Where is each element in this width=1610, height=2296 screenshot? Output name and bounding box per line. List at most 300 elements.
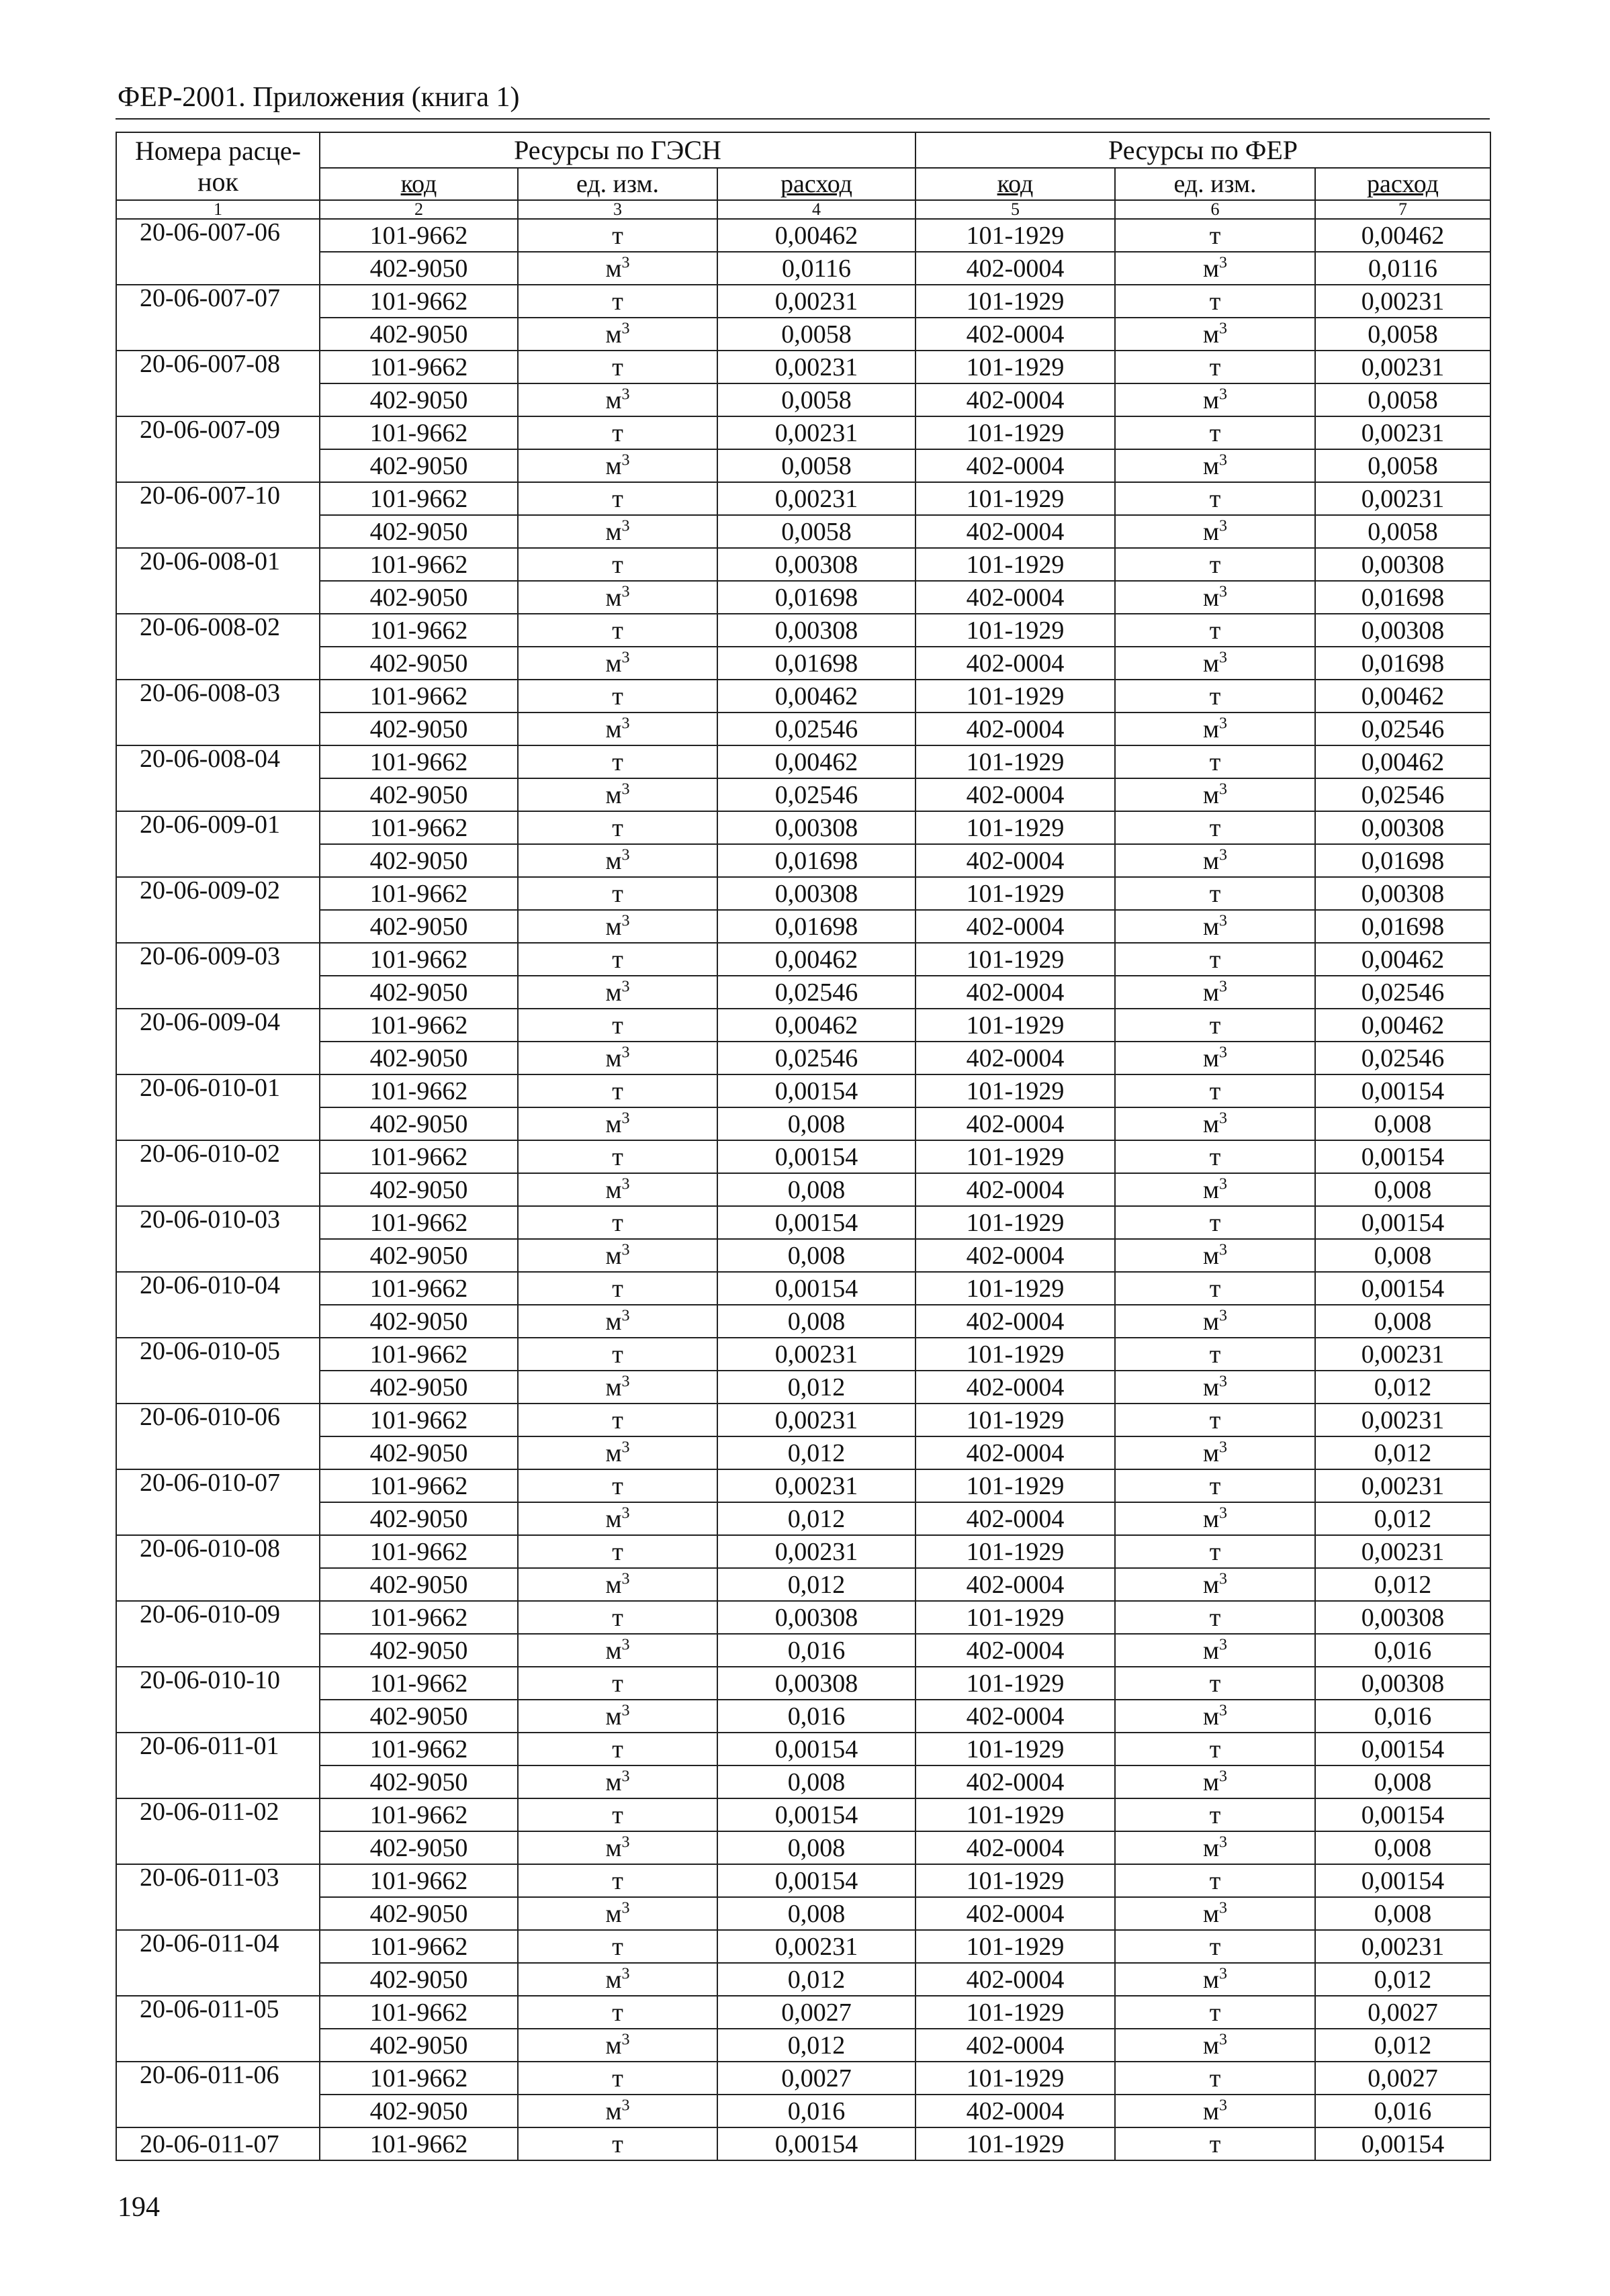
rate-number-blank bbox=[116, 1700, 320, 1733]
gesn-code: 101-9662 bbox=[320, 614, 518, 647]
gesn-unit: т bbox=[518, 1009, 717, 1042]
table-row bbox=[116, 1272, 1490, 1305]
fer-consumption: 0,0058 bbox=[1315, 515, 1490, 548]
gesn-unit bbox=[518, 1042, 717, 1074]
gesn-code: 402-9050 bbox=[320, 383, 518, 416]
rate-number: 20-06-010-03 bbox=[116, 1206, 320, 1239]
unit-base: м bbox=[605, 320, 622, 349]
unit-base: м bbox=[1202, 583, 1220, 612]
fer-consumption: 0,00154 bbox=[1315, 1206, 1490, 1239]
table-row bbox=[116, 1239, 1490, 1272]
fer-consumption: 0,0058 bbox=[1315, 318, 1490, 351]
table-row bbox=[116, 2062, 1490, 2095]
rate-number-blank bbox=[116, 1897, 320, 1930]
unit-base: м bbox=[605, 1899, 622, 1928]
table-row bbox=[116, 416, 1490, 449]
fer-code: 402-0004 bbox=[915, 1107, 1115, 1140]
unit-base: м bbox=[605, 1833, 622, 1862]
fer-code: 101-1929 bbox=[915, 219, 1115, 252]
fer-unit bbox=[1115, 647, 1315, 680]
rates-header-line1: Номера расце- bbox=[135, 135, 301, 166]
gesn-code: 402-9050 bbox=[320, 1700, 518, 1733]
unit-exponent: 3 bbox=[1219, 451, 1228, 469]
gesn-code: 101-9662 bbox=[320, 1272, 518, 1305]
fer-consumption: 0,012 bbox=[1315, 1436, 1490, 1469]
unit-base: м bbox=[1202, 1570, 1220, 1599]
unit-base: м bbox=[1202, 1702, 1220, 1731]
gesn-consumption: 0,012 bbox=[717, 1371, 915, 1404]
table-row bbox=[116, 811, 1490, 844]
fer-consumption: 0,012 bbox=[1315, 2029, 1490, 2062]
gesn-consumption: 0,00154 bbox=[717, 2127, 915, 2160]
fer-code: 402-0004 bbox=[915, 647, 1115, 680]
fer-consumption: 0,01698 bbox=[1315, 647, 1490, 680]
gesn-consumption: 0,00308 bbox=[717, 614, 915, 647]
gesn-unit bbox=[518, 1239, 717, 1272]
gesn-unit bbox=[518, 1963, 717, 1996]
gesn-code: 402-9050 bbox=[320, 1831, 518, 1864]
gesn-consumption: 0,00462 bbox=[717, 1009, 915, 1042]
fer-code: 402-0004 bbox=[915, 976, 1115, 1009]
gesn-code: 101-9662 bbox=[320, 1798, 518, 1831]
fer-code: 101-1929 bbox=[915, 2062, 1115, 2095]
table-row bbox=[116, 976, 1490, 1009]
gesn-code: 402-9050 bbox=[320, 910, 518, 943]
header-rule bbox=[116, 118, 1490, 120]
gesn-code: 101-9662 bbox=[320, 877, 518, 910]
table-row bbox=[116, 351, 1490, 383]
unit-base: м bbox=[1202, 1504, 1220, 1533]
fer-consumption: 0,00154 bbox=[1315, 1798, 1490, 1831]
gesn-group-header: Ресурсы по ГЭСН bbox=[320, 132, 915, 168]
rate-number: 20-06-007-08 bbox=[116, 351, 320, 383]
gesn-unit: т bbox=[518, 2062, 717, 2095]
unit-exponent: 3 bbox=[1219, 1043, 1228, 1061]
gesn-code: 101-9662 bbox=[320, 1733, 518, 1765]
gesn-consumption: 0,008 bbox=[717, 1897, 915, 1930]
unit-exponent: 3 bbox=[1219, 1767, 1228, 1785]
rate-number: 20-06-008-04 bbox=[116, 745, 320, 778]
gesn-consumption: 0,00154 bbox=[717, 1074, 915, 1107]
unit-exponent: 3 bbox=[1219, 1372, 1228, 1390]
table-body bbox=[116, 219, 1490, 2160]
fer-code: 101-1929 bbox=[915, 1733, 1115, 1765]
fer-code: 402-0004 bbox=[915, 581, 1115, 614]
rate-number: 20-06-011-04 bbox=[116, 1930, 320, 1963]
rate-number-blank bbox=[116, 1305, 320, 1338]
table-row bbox=[116, 1996, 1490, 2029]
gesn-unit: т bbox=[518, 877, 717, 910]
rate-number-blank bbox=[116, 1634, 320, 1667]
gesn-consumption: 0,00231 bbox=[717, 1469, 915, 1502]
fer-consumption: 0,02546 bbox=[1315, 1042, 1490, 1074]
fer-unit bbox=[1115, 1502, 1315, 1535]
gesn-consumption: 0,0058 bbox=[717, 383, 915, 416]
fer-consumption: 0,01698 bbox=[1315, 581, 1490, 614]
fer-unit bbox=[1115, 252, 1315, 285]
unit-base: м bbox=[1202, 2031, 1220, 2060]
gesn-unit: т bbox=[518, 614, 717, 647]
gesn-consumption: 0,012 bbox=[717, 1568, 915, 1601]
unit-exponent: 3 bbox=[1219, 714, 1228, 732]
gesn-code: 101-9662 bbox=[320, 745, 518, 778]
fer-code: 101-1929 bbox=[915, 1996, 1115, 2029]
unit-base: м bbox=[605, 912, 622, 941]
gesn-unit bbox=[518, 581, 717, 614]
table-row bbox=[116, 1733, 1490, 1765]
fer-code: 101-1929 bbox=[915, 1930, 1115, 1963]
fer-consumption: 0,00308 bbox=[1315, 1667, 1490, 1700]
fer-unit bbox=[1115, 449, 1315, 482]
unit-exponent: 3 bbox=[621, 977, 630, 995]
gesn-unit: т bbox=[518, 745, 717, 778]
gesn-consumption: 0,00462 bbox=[717, 745, 915, 778]
fer-consumption: 0,00231 bbox=[1315, 1930, 1490, 1963]
fer-code: 101-1929 bbox=[915, 680, 1115, 713]
gesn-unit: т bbox=[518, 811, 717, 844]
table-row bbox=[116, 1634, 1490, 1667]
gesn-code: 101-9662 bbox=[320, 548, 518, 581]
unit-exponent: 3 bbox=[621, 1109, 630, 1127]
table-row bbox=[116, 1897, 1490, 1930]
unit-base: м bbox=[605, 1504, 622, 1533]
fer-unit bbox=[1115, 1568, 1315, 1601]
gesn-consumption: 0,012 bbox=[717, 2029, 915, 2062]
gesn-code: 402-9050 bbox=[320, 976, 518, 1009]
fer-code: 402-0004 bbox=[915, 2095, 1115, 2127]
table-row bbox=[116, 647, 1490, 680]
unit-exponent: 3 bbox=[1219, 1175, 1228, 1193]
unit-exponent: 3 bbox=[1219, 385, 1228, 403]
fer-code: 402-0004 bbox=[915, 1634, 1115, 1667]
gesn-consumption: 0,0027 bbox=[717, 1996, 915, 2029]
fer-code: 402-0004 bbox=[915, 1173, 1115, 1206]
fer-code: 402-0004 bbox=[915, 1897, 1115, 1930]
unit-base: м bbox=[1202, 780, 1220, 809]
table-row bbox=[116, 548, 1490, 581]
unit-base: м bbox=[1202, 517, 1220, 546]
unit-base: м bbox=[605, 1175, 622, 1204]
rate-number: 20-06-010-09 bbox=[116, 1601, 320, 1634]
header-row-groups bbox=[116, 132, 1490, 168]
gesn-consumption: 0,016 bbox=[717, 1700, 915, 1733]
gesn-unit-header: ед. изм. bbox=[518, 168, 717, 200]
fer-consumption: 0,008 bbox=[1315, 1831, 1490, 1864]
running-head: ФЕР-2001. Приложения (книга 1) bbox=[118, 82, 520, 113]
gesn-unit: т bbox=[518, 1535, 717, 1568]
fer-code: 101-1929 bbox=[915, 416, 1115, 449]
rate-number: 20-06-008-01 bbox=[116, 548, 320, 581]
header-row-sub bbox=[116, 168, 1490, 200]
gesn-code: 402-9050 bbox=[320, 1502, 518, 1535]
rate-number-blank bbox=[116, 1371, 320, 1404]
unit-base: м bbox=[605, 1373, 622, 1402]
fer-code: 402-0004 bbox=[915, 318, 1115, 351]
gesn-unit bbox=[518, 1897, 717, 1930]
gesn-code: 402-9050 bbox=[320, 1173, 518, 1206]
rate-number: 20-06-011-02 bbox=[116, 1798, 320, 1831]
fer-unit bbox=[1115, 844, 1315, 877]
unit-exponent: 3 bbox=[621, 1175, 630, 1193]
table-row bbox=[116, 1140, 1490, 1173]
table-row bbox=[116, 515, 1490, 548]
fer-code: 402-0004 bbox=[915, 1963, 1115, 1996]
fer-unit bbox=[1115, 318, 1315, 351]
gesn-unit: т bbox=[518, 351, 717, 383]
gesn-code: 402-9050 bbox=[320, 1042, 518, 1074]
unit-base: м bbox=[605, 846, 622, 875]
gesn-code: 101-9662 bbox=[320, 285, 518, 318]
gesn-consumption: 0,00231 bbox=[717, 285, 915, 318]
fer-consumption: 0,01698 bbox=[1315, 910, 1490, 943]
fer-consumption: 0,00231 bbox=[1315, 1535, 1490, 1568]
rate-number-blank bbox=[116, 383, 320, 416]
fer-consumption: 0,00154 bbox=[1315, 1140, 1490, 1173]
unit-exponent: 3 bbox=[1219, 319, 1228, 337]
fer-group-header: Ресурсы по ФЕР bbox=[915, 132, 1490, 168]
rates-column-header bbox=[116, 132, 320, 200]
gesn-code: 402-9050 bbox=[320, 515, 518, 548]
gesn-consumption: 0,008 bbox=[717, 1305, 915, 1338]
gesn-unit bbox=[518, 1173, 717, 1206]
fer-code: 402-0004 bbox=[915, 449, 1115, 482]
rate-number-blank bbox=[116, 2029, 320, 2062]
fer-consumption: 0,00462 bbox=[1315, 745, 1490, 778]
fer-code: 101-1929 bbox=[915, 1469, 1115, 1502]
gesn-unit bbox=[518, 647, 717, 680]
fer-code: 402-0004 bbox=[915, 778, 1115, 811]
table-row bbox=[116, 1042, 1490, 1074]
gesn-code: 101-9662 bbox=[320, 1140, 518, 1173]
table-row bbox=[116, 285, 1490, 318]
unit-base: м bbox=[605, 1767, 622, 1796]
fer-unit: т bbox=[1115, 1404, 1315, 1436]
gesn-consumption: 0,008 bbox=[717, 1107, 915, 1140]
gesn-code: 101-9662 bbox=[320, 1074, 518, 1107]
fer-consumption: 0,00308 bbox=[1315, 877, 1490, 910]
unit-exponent: 3 bbox=[621, 1635, 630, 1653]
fer-code: 101-1929 bbox=[915, 1074, 1115, 1107]
table-row bbox=[116, 1338, 1490, 1371]
fer-consumption: 0,016 bbox=[1315, 2095, 1490, 2127]
gesn-consumption: 0,012 bbox=[717, 1502, 915, 1535]
gesn-unit: т bbox=[518, 943, 717, 976]
unit-base: м bbox=[605, 1109, 622, 1138]
gesn-consumption: 0,012 bbox=[717, 1436, 915, 1469]
unit-exponent: 3 bbox=[621, 1898, 630, 1917]
unit-base: м bbox=[1202, 1044, 1220, 1072]
unit-base: м bbox=[1202, 1899, 1220, 1928]
gesn-unit: т bbox=[518, 285, 717, 318]
gesn-unit bbox=[518, 1305, 717, 1338]
gesn-code: 402-9050 bbox=[320, 778, 518, 811]
gesn-code: 101-9662 bbox=[320, 351, 518, 383]
gesn-code: 101-9662 bbox=[320, 416, 518, 449]
gesn-code: 101-9662 bbox=[320, 1996, 518, 2029]
gesn-code: 101-9662 bbox=[320, 1469, 518, 1502]
gesn-unit bbox=[518, 976, 717, 1009]
gesn-consumption: 0,00154 bbox=[717, 1140, 915, 1173]
fer-code: 402-0004 bbox=[915, 1568, 1115, 1601]
gesn-consumption: 0,0058 bbox=[717, 318, 915, 351]
gesn-unit bbox=[518, 1568, 717, 1601]
gesn-consumption: 0,00231 bbox=[717, 482, 915, 515]
fer-unit bbox=[1115, 1897, 1315, 1930]
gesn-code: 101-9662 bbox=[320, 482, 518, 515]
fer-unit: т bbox=[1115, 548, 1315, 581]
fer-consumption: 0,00462 bbox=[1315, 943, 1490, 976]
rate-number: 20-06-011-06 bbox=[116, 2062, 320, 2095]
gesn-consumption: 0,01698 bbox=[717, 581, 915, 614]
table-row bbox=[116, 318, 1490, 351]
gesn-consumption: 0,01698 bbox=[717, 910, 915, 943]
gesn-code: 402-9050 bbox=[320, 2029, 518, 2062]
unit-exponent: 3 bbox=[621, 845, 630, 864]
gesn-unit: т bbox=[518, 1140, 717, 1173]
fer-unit bbox=[1115, 581, 1315, 614]
fer-code: 101-1929 bbox=[915, 1601, 1115, 1634]
fer-unit bbox=[1115, 910, 1315, 943]
gesn-code: 402-9050 bbox=[320, 1963, 518, 1996]
gesn-consumption: 0,00231 bbox=[717, 1535, 915, 1568]
unit-base: м bbox=[1202, 1241, 1220, 1270]
gesn-consumption: 0,008 bbox=[717, 1831, 915, 1864]
fer-code: 402-0004 bbox=[915, 515, 1115, 548]
fer-consumption: 0,016 bbox=[1315, 1700, 1490, 1733]
fer-code: 101-1929 bbox=[915, 482, 1115, 515]
gesn-unit bbox=[518, 515, 717, 548]
table-row bbox=[116, 1305, 1490, 1338]
fer-code: 101-1929 bbox=[915, 1404, 1115, 1436]
gesn-consumption: 0,00231 bbox=[717, 1404, 915, 1436]
unit-exponent: 3 bbox=[621, 648, 630, 666]
gesn-unit: т bbox=[518, 1864, 717, 1897]
rate-number: 20-06-008-03 bbox=[116, 680, 320, 713]
gesn-unit: т bbox=[518, 416, 717, 449]
fer-unit: т bbox=[1115, 482, 1315, 515]
fer-consumption: 0,00462 bbox=[1315, 1009, 1490, 1042]
table-row bbox=[116, 1765, 1490, 1798]
fer-unit: т bbox=[1115, 943, 1315, 976]
unit-base: м bbox=[605, 780, 622, 809]
gesn-code: 101-9662 bbox=[320, 1009, 518, 1042]
fer-consumption: 0,00462 bbox=[1315, 219, 1490, 252]
gesn-consumption: 0,00154 bbox=[717, 1864, 915, 1897]
unit-exponent: 3 bbox=[1219, 2096, 1228, 2114]
rate-number: 20-06-007-06 bbox=[116, 219, 320, 252]
unit-exponent: 3 bbox=[621, 582, 630, 600]
unit-base: м bbox=[605, 1044, 622, 1072]
gesn-consumption: 0,02546 bbox=[717, 976, 915, 1009]
gesn-unit: т bbox=[518, 1996, 717, 2029]
unit-base: м bbox=[1202, 1438, 1220, 1467]
table-row bbox=[116, 943, 1490, 976]
rate-number-blank bbox=[116, 778, 320, 811]
unit-base: м bbox=[605, 1702, 622, 1731]
rate-number-blank bbox=[116, 713, 320, 745]
table-row bbox=[116, 2029, 1490, 2062]
rate-number-blank bbox=[116, 318, 320, 351]
rate-number: 20-06-009-02 bbox=[116, 877, 320, 910]
fer-consumption: 0,0027 bbox=[1315, 2062, 1490, 2095]
unit-exponent: 3 bbox=[1219, 1240, 1228, 1258]
unit-exponent: 3 bbox=[621, 1372, 630, 1390]
gesn-code: 402-9050 bbox=[320, 713, 518, 745]
unit-exponent: 3 bbox=[621, 1043, 630, 1061]
gesn-consumption: 0,00462 bbox=[717, 943, 915, 976]
fer-consumption: 0,012 bbox=[1315, 1371, 1490, 1404]
unit-exponent: 3 bbox=[621, 1240, 630, 1258]
column-number: 1 bbox=[116, 200, 320, 219]
fer-unit bbox=[1115, 2095, 1315, 2127]
unit-exponent: 3 bbox=[621, 714, 630, 732]
fer-code: 402-0004 bbox=[915, 252, 1115, 285]
fer-code: 402-0004 bbox=[915, 1239, 1115, 1272]
table-row bbox=[116, 745, 1490, 778]
gesn-code: 402-9050 bbox=[320, 1305, 518, 1338]
fer-consumption: 0,008 bbox=[1315, 1305, 1490, 1338]
unit-exponent: 3 bbox=[1219, 1964, 1228, 1982]
gesn-unit: т bbox=[518, 1206, 717, 1239]
gesn-code: 402-9050 bbox=[320, 1568, 518, 1601]
fer-unit bbox=[1115, 1765, 1315, 1798]
rate-number-blank bbox=[116, 2095, 320, 2127]
unit-exponent: 3 bbox=[1219, 1635, 1228, 1653]
fer-consumption: 0,0116 bbox=[1315, 252, 1490, 285]
gesn-code-header: код bbox=[320, 168, 518, 200]
gesn-consumption: 0,00154 bbox=[717, 1272, 915, 1305]
table-row bbox=[116, 713, 1490, 745]
unit-base: м bbox=[605, 2031, 622, 2060]
fer-code: 101-1929 bbox=[915, 614, 1115, 647]
rate-number-blank bbox=[116, 252, 320, 285]
unit-exponent: 3 bbox=[1219, 1833, 1228, 1851]
gesn-code: 101-9662 bbox=[320, 219, 518, 252]
gesn-unit: т bbox=[518, 1798, 717, 1831]
unit-exponent: 3 bbox=[621, 1701, 630, 1719]
fer-code: 101-1929 bbox=[915, 2127, 1115, 2160]
table-row bbox=[116, 581, 1490, 614]
unit-exponent: 3 bbox=[621, 911, 630, 929]
rate-number: 20-06-010-05 bbox=[116, 1338, 320, 1371]
gesn-consumption: 0,016 bbox=[717, 2095, 915, 2127]
gesn-code: 101-9662 bbox=[320, 1404, 518, 1436]
gesn-unit: т bbox=[518, 1272, 717, 1305]
gesn-code: 402-9050 bbox=[320, 1897, 518, 1930]
fer-code: 101-1929 bbox=[915, 1009, 1115, 1042]
fer-code: 402-0004 bbox=[915, 1831, 1115, 1864]
fer-unit bbox=[1115, 1305, 1315, 1338]
gesn-unit bbox=[518, 844, 717, 877]
fer-consumption-header: расход bbox=[1315, 168, 1490, 200]
gesn-consumption: 0,00462 bbox=[717, 219, 915, 252]
fer-unit: т bbox=[1115, 2127, 1315, 2160]
fer-unit bbox=[1115, 515, 1315, 548]
unit-base: м bbox=[1202, 1373, 1220, 1402]
fer-consumption: 0,00308 bbox=[1315, 548, 1490, 581]
unit-base: м bbox=[1202, 649, 1220, 678]
fer-unit bbox=[1115, 1436, 1315, 1469]
unit-base: м bbox=[605, 385, 622, 414]
rate-number: 20-06-010-07 bbox=[116, 1469, 320, 1502]
table-row bbox=[116, 219, 1490, 252]
rate-number: 20-06-007-07 bbox=[116, 285, 320, 318]
fer-consumption: 0,00308 bbox=[1315, 1601, 1490, 1634]
unit-exponent: 3 bbox=[1219, 977, 1228, 995]
table-row bbox=[116, 1173, 1490, 1206]
table-row bbox=[116, 1206, 1490, 1239]
unit-base: м bbox=[1202, 1965, 1220, 1994]
